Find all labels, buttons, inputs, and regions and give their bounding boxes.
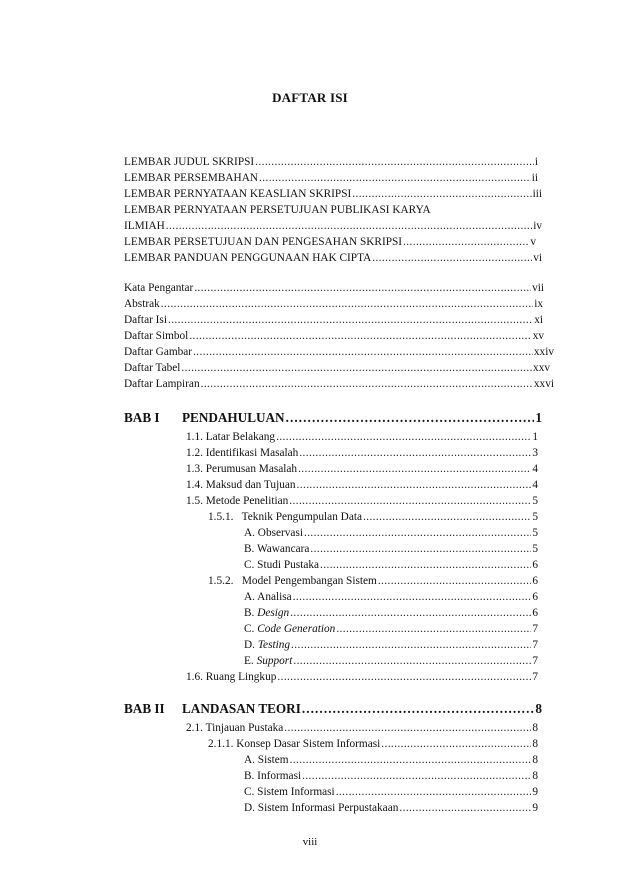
leader-dots	[193, 346, 533, 359]
toc-page: 6	[532, 591, 538, 603]
toc-label: 1.2. Identifikasi Masalah	[186, 447, 299, 459]
toc-entry	[244, 786, 538, 799]
toc-entry	[124, 156, 538, 169]
toc-page: 5	[532, 495, 538, 507]
toc-entry	[124, 298, 543, 311]
toc-label: LEMBAR PERNYATAAN PERSETUJUAN PUBLIKASI KARYA	[124, 204, 431, 216]
toc-page: iv	[533, 220, 542, 232]
toc-entry	[208, 738, 538, 751]
leader-dots	[310, 543, 531, 556]
toc-label: 1.3. Perumusan Masalah	[186, 463, 298, 475]
leader-dots	[201, 378, 533, 391]
toc-page: 7	[532, 623, 538, 635]
toc-entry	[124, 204, 542, 217]
toc-entry	[186, 495, 538, 508]
chapter-title: PENDAHULUAN	[182, 410, 285, 425]
toc-page: xv	[532, 330, 544, 342]
leader-dots	[291, 639, 531, 652]
toc-entry	[208, 575, 538, 588]
toc-label: D. Sistem Informasi Perpustakaan	[244, 802, 399, 814]
toc-entry	[124, 172, 538, 185]
leader-dots	[181, 362, 532, 375]
toc-page: xxv	[533, 362, 550, 374]
toc-label: 1.5.1. Teknik Pengumpulan Data	[208, 511, 362, 523]
toc-page: 5	[532, 543, 538, 555]
toc-label: B. Wawancara	[244, 543, 310, 555]
leader-dots	[381, 738, 531, 751]
toc-page: 8	[532, 722, 538, 734]
leader-dots	[290, 754, 532, 767]
chapter-page: 1	[535, 410, 542, 425]
toc-page: 6	[532, 559, 538, 571]
toc-page: 3	[532, 447, 538, 459]
leader-dots	[293, 591, 532, 604]
toc-page: vii	[532, 282, 544, 294]
toc-entry	[186, 447, 538, 460]
toc-label: A. Sistem	[244, 754, 289, 766]
toc-entry	[244, 543, 538, 556]
toc-entry	[186, 479, 538, 492]
leader-dots	[336, 786, 532, 799]
toc-page: 5	[532, 511, 538, 523]
toc-entry	[124, 330, 544, 343]
chapter-heading	[124, 410, 542, 425]
leader-dots	[277, 671, 531, 684]
leader-dots	[299, 447, 531, 460]
toc-label: 1.6. Ruang Lingkup	[186, 671, 277, 683]
toc-entry	[124, 220, 542, 233]
toc-entry	[124, 346, 554, 359]
toc-page: 7	[532, 639, 538, 651]
toc-prefix: D.	[244, 639, 258, 651]
toc-label: Testing	[257, 639, 291, 651]
leader-dots	[293, 655, 531, 668]
toc-page: xi	[534, 314, 543, 326]
leader-dots	[363, 511, 531, 524]
leader-dots	[372, 252, 532, 265]
leader-dots	[189, 330, 531, 343]
leader-dots	[290, 607, 531, 620]
toc-page: 6	[532, 607, 538, 619]
toc-entry	[244, 655, 538, 668]
toc-entry	[124, 252, 542, 265]
leader-dots	[286, 410, 535, 425]
page-number: viii	[302, 836, 318, 848]
toc-page: 8	[532, 738, 538, 750]
leader-dots	[304, 527, 531, 540]
toc-page: vi	[533, 252, 542, 264]
leader-dots	[403, 236, 529, 249]
toc-entry	[244, 607, 538, 620]
leader-dots	[166, 220, 532, 233]
leader-dots	[320, 559, 531, 572]
toc-page: ix	[534, 298, 543, 310]
leader-dots	[297, 479, 532, 492]
toc-entry	[124, 188, 542, 201]
toc-label: Daftar Gambar	[124, 346, 193, 358]
toc-page: 7	[532, 671, 538, 683]
leader-dots	[255, 156, 534, 169]
leader-dots	[298, 463, 531, 476]
toc-page: 5	[532, 527, 538, 539]
toc-page: xxvi	[533, 378, 554, 390]
toc-label: Support	[256, 655, 293, 667]
chapter-title: LANDASAN TEORI	[182, 701, 301, 716]
leader-dots	[289, 495, 531, 508]
toc-entry	[244, 527, 538, 540]
page-title: DAFTAR ISI	[272, 90, 348, 105]
toc-entry	[186, 722, 538, 735]
toc-label: LEMBAR PERNYATAAN KEASLIAN SKRIPSI	[124, 188, 352, 200]
toc-page: v	[530, 236, 536, 248]
toc-page: 8	[532, 754, 538, 766]
leader-dots	[378, 575, 532, 588]
toc-label: LEMBAR PANDUAN PENGGUNAAN HAK CIPTA	[124, 252, 372, 264]
chapter-page: 8	[535, 701, 542, 716]
leader-dots	[284, 722, 531, 735]
toc-entry	[244, 591, 538, 604]
toc-label: Abstrak	[124, 298, 160, 310]
toc-entry	[244, 754, 538, 767]
toc-label: C. Sistem Informasi	[244, 786, 335, 798]
leader-dots	[276, 431, 531, 444]
leader-dots	[302, 770, 531, 783]
toc-page: 4	[532, 479, 538, 491]
toc-label: Kata Pengantar	[124, 282, 194, 294]
toc-page: 9	[532, 802, 538, 814]
toc-label: Code Generation	[257, 623, 336, 635]
toc-page: xxiv	[533, 346, 554, 358]
toc-entry	[208, 511, 538, 524]
toc-page: ii	[531, 172, 538, 184]
leader-dots	[399, 802, 531, 815]
toc-entry	[124, 362, 550, 375]
toc-label: Daftar Lampiran	[124, 378, 200, 390]
toc-label: 1.1. Latar Belakang	[186, 431, 276, 443]
leader-dots	[259, 172, 531, 185]
toc-page: 1	[532, 431, 538, 443]
toc-label: Daftar Tabel	[124, 362, 181, 374]
chapter-heading	[124, 701, 542, 716]
toc-entry	[124, 282, 544, 295]
leader-dots	[302, 701, 535, 716]
leader-dots	[161, 298, 533, 311]
toc-label: Design	[257, 607, 290, 619]
toc-page: 9	[532, 786, 538, 798]
toc-label: 1.5.2. Model Pengembangan Sistem	[208, 575, 377, 587]
toc-entry	[244, 802, 538, 815]
toc-entry	[244, 639, 538, 652]
toc-entry	[186, 671, 538, 684]
toc-label: A. Analisa	[244, 591, 292, 603]
leader-dots	[194, 282, 531, 295]
toc-label: LEMBAR PERSEMBAHAN	[124, 172, 259, 184]
leader-dots	[352, 188, 531, 201]
toc-label: LEMBAR JUDUL SKRIPSI	[124, 156, 255, 168]
toc-label: 1.4. Maksud dan Tujuan	[186, 479, 296, 491]
toc-entry	[124, 314, 543, 327]
toc-label: 2.1. Tinjauan Pustaka	[186, 722, 284, 734]
toc-entry	[124, 378, 554, 391]
toc-prefix: C.	[244, 623, 258, 635]
toc-label: Daftar Isi	[124, 314, 167, 326]
toc-label: B. Informasi	[244, 770, 302, 782]
toc-entry	[124, 236, 536, 249]
toc-label: LEMBAR PERSETUJUAN DAN PENGESAHAN SKRIPSI	[124, 236, 403, 248]
toc-label: 2.1.1. Konsep Dasar Sistem Informasi	[208, 738, 381, 750]
leader-dots	[336, 623, 531, 636]
chapter-number: BAB II	[124, 701, 165, 716]
toc-label: C. Studi Pustaka	[244, 559, 320, 571]
chapter-number: BAB I	[124, 410, 160, 425]
toc-page: i	[534, 156, 538, 168]
toc-entry	[186, 463, 538, 476]
toc-page: 6	[532, 575, 538, 587]
toc-prefix: E.	[244, 655, 257, 667]
leader-dots	[168, 314, 533, 327]
toc-label: ILMIAH	[124, 220, 165, 232]
toc-label: Daftar Simbol	[124, 330, 189, 342]
toc-page: 8	[532, 770, 538, 782]
toc-entry	[244, 770, 538, 783]
toc-page: 4	[532, 463, 538, 475]
toc-label: 1.5. Metode Penelitian	[186, 495, 289, 507]
toc-label: A. Observasi	[244, 527, 303, 539]
toc-page: 7	[532, 655, 538, 667]
toc-entry	[244, 559, 538, 572]
toc-page: iii	[532, 188, 542, 200]
toc-prefix: B.	[244, 607, 258, 619]
toc-entry	[244, 623, 538, 636]
toc-entry	[186, 431, 538, 444]
